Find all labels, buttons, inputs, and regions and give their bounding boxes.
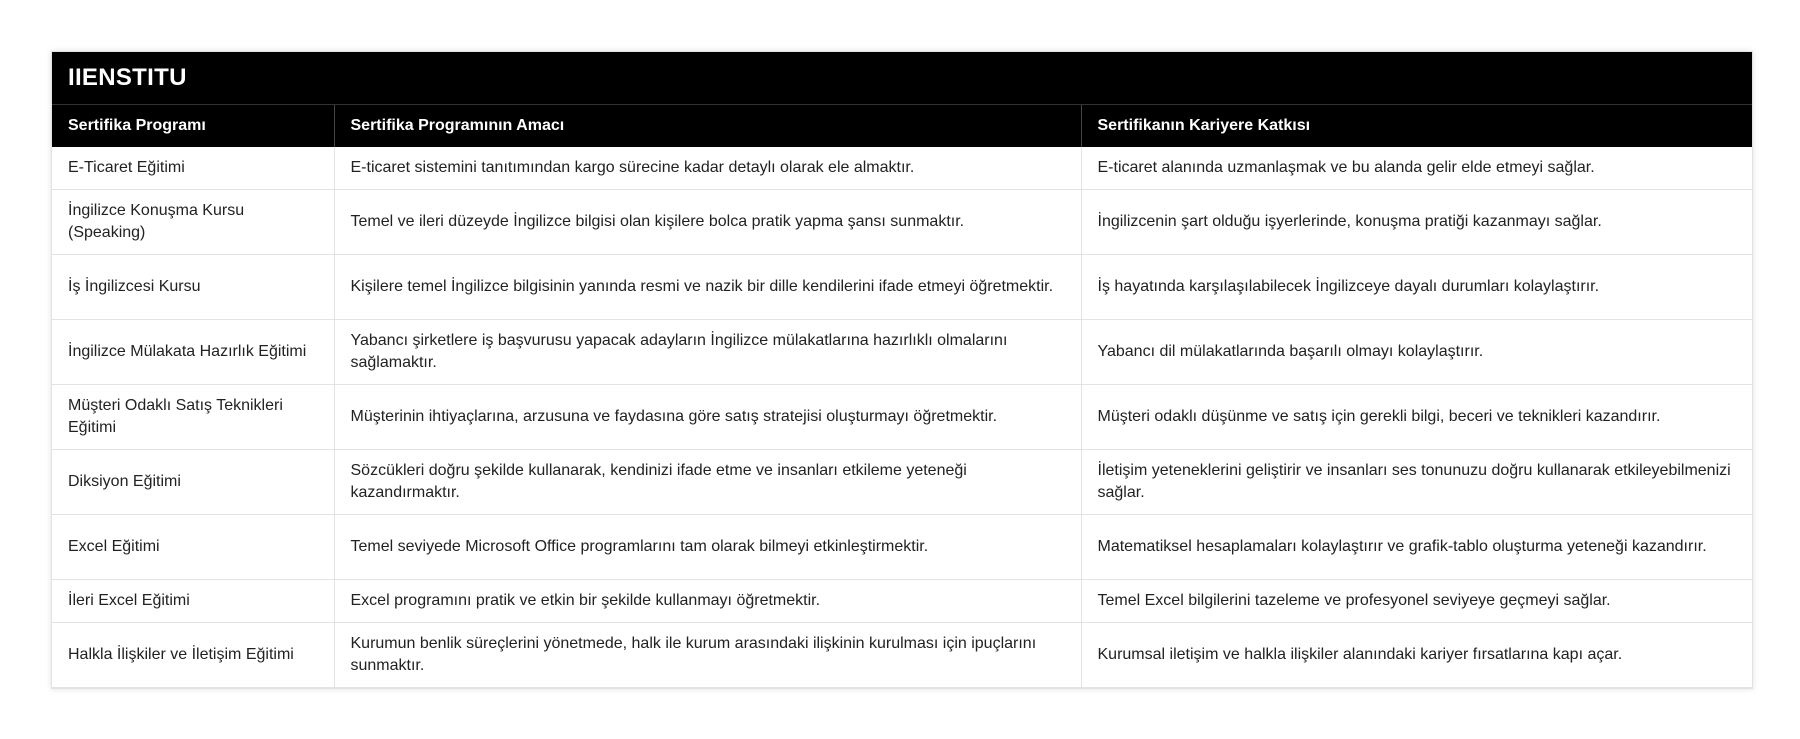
table-row: [52, 580, 1752, 623]
cell-program: Halkla İlişkiler ve İletişim Eğitimi: [52, 623, 334, 688]
cell-program: İngilizce Mülakata Hazırlık Eğitimi: [52, 320, 334, 385]
cell-program: Excel Eğitimi: [52, 515, 334, 580]
cell-purpose: Temel seviyede Microsoft Office programlarını tam olarak bilmeyi etkinleştirmektir.: [334, 515, 1081, 580]
certificate-table: [52, 105, 1752, 688]
cell-program: E-Ticaret Eğitimi: [52, 147, 334, 190]
table-row: [52, 623, 1752, 688]
cell-contribution: Yabancı dil mülakatlarında başarılı olmayı kolaylaştırır.: [1081, 320, 1752, 385]
brand-title: IIENSTITU: [52, 52, 1752, 105]
cell-purpose: Müşterinin ihtiyaçlarına, arzusuna ve faydasına göre satış stratejisi oluşturmayı öğretmektir.: [334, 385, 1081, 450]
header-contribution: Sertifikanın Kariyere Katkısı: [1081, 105, 1752, 147]
cell-contribution: İş hayatında karşılaşılabilecek İngilizceye dayalı durumları kolaylaştırır.: [1081, 255, 1752, 320]
cell-purpose: Kurumun benlik süreçlerini yönetmede, halk ile kurum arasındaki ilişkinin kurulması için ipuçlarını sunmaktır.: [334, 623, 1081, 688]
table-row: [52, 320, 1752, 385]
table-row: [52, 255, 1752, 320]
cell-program: İngilizce Konuşma Kursu (Speaking): [52, 190, 334, 255]
header-row: [52, 105, 1752, 147]
cell-program: İş İngilizcesi Kursu: [52, 255, 334, 320]
cell-contribution: Matematiksel hesaplamaları kolaylaştırır ve grafik-tablo oluşturma yeteneği kazandırır.: [1081, 515, 1752, 580]
cell-program: İleri Excel Eğitimi: [52, 580, 334, 623]
cell-purpose: Temel ve ileri düzeyde İngilizce bilgisi olan kişilere bolca pratik yapma şansı sunmaktır.: [334, 190, 1081, 255]
table-row: [52, 515, 1752, 580]
header-purpose: Sertifika Programının Amacı: [334, 105, 1081, 147]
cell-contribution: Kurumsal iletişim ve halkla ilişkiler alanındaki kariyer fırsatlarına kapı açar.: [1081, 623, 1752, 688]
cell-purpose: Sözcükleri doğru şekilde kullanarak, kendinizi ifade etme ve insanları etkileme yeteneği kazandırmaktır.: [334, 450, 1081, 515]
table-header: [52, 105, 1752, 147]
header-program: Sertifika Programı: [52, 105, 334, 147]
cell-purpose: Excel programını pratik ve etkin bir şekilde kullanmayı öğretmektir.: [334, 580, 1081, 623]
table-body: [52, 147, 1752, 688]
table-row: [52, 147, 1752, 190]
cell-purpose: E-ticaret sistemini tanıtımından kargo sürecine kadar detaylı olarak ele almaktır.: [334, 147, 1081, 190]
table-row: [52, 190, 1752, 255]
cell-contribution: Temel Excel bilgilerini tazeleme ve profesyonel seviyeye geçmeyi sağlar.: [1081, 580, 1752, 623]
cell-contribution: İngilizcenin şart olduğu işyerlerinde, konuşma pratiği kazanmayı sağlar.: [1081, 190, 1752, 255]
cell-program: Diksiyon Eğitimi: [52, 450, 334, 515]
cell-program: Müşteri Odaklı Satış Teknikleri Eğitimi: [52, 385, 334, 450]
cell-contribution: İletişim yeteneklerini geliştirir ve insanları ses tonunuzu doğru kullanarak etkileyebilmenizi sağlar.: [1081, 450, 1752, 515]
certificate-table-card: [51, 51, 1753, 689]
table-row: [52, 385, 1752, 450]
cell-purpose: Kişilere temel İngilizce bilgisinin yanında resmi ve nazik bir dille kendilerini ifade etmeyi öğretmektir.: [334, 255, 1081, 320]
table-row: [52, 450, 1752, 515]
cell-purpose: Yabancı şirketlere iş başvurusu yapacak adayların İngilizce mülakatlarına hazırlıklı olmalarını sağlamaktır.: [334, 320, 1081, 385]
cell-contribution: Müşteri odaklı düşünme ve satış için gerekli bilgi, beceri ve teknikleri kazandırır.: [1081, 385, 1752, 450]
cell-contribution: E-ticaret alanında uzmanlaşmak ve bu alanda gelir elde etmeyi sağlar.: [1081, 147, 1752, 190]
